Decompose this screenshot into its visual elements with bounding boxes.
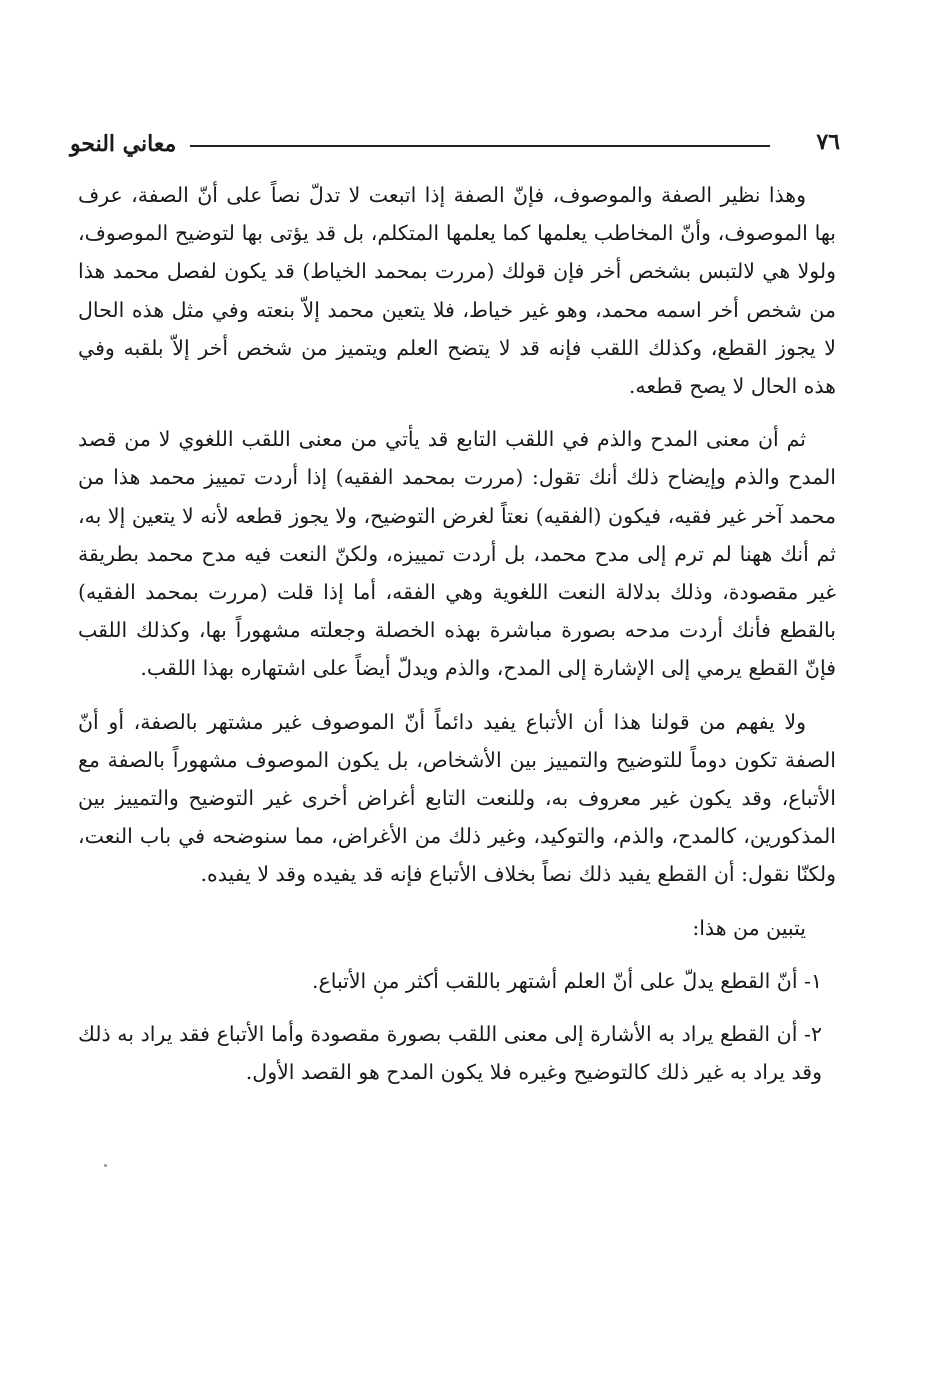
scan-speck	[380, 996, 383, 999]
scan-speck	[104, 1164, 107, 1167]
paragraph-intro-list: يتبين من هذا:	[692, 915, 806, 940]
header-rule	[190, 145, 770, 147]
paragraph-2: ثم أن معنى المدح والذم في اللقب التابع قد يأتي من معنى اللقب اللغوي لا من قصد المدح والذم وإيضاح ذلك أنك تقول: (مررت بمحمد الفقيه) إذا أردت تمييز محمد هذا من محمد آخر غير فقيه، فيكون (الفقيه) نعتاً لغرض التوضيح، ولا يجوز قطعه لأنه لا يتعين إلا به، ثم أنك ههنا لم ترم إلى مدح محمد، بل أردت تمييزه، ولكنّ النعت فيه مدح محمد بطريقة غير مقصودة، وذلك بدلالة النعت اللغوية وهي الفقه، أما إذا قلت (مررت بمحمد الفقيه) بالقطع فأنك أردت مدحه بصورة مباشرة بهذه الخصلة وجعلته مشهوراً بها، وكذلك اللقب فإنّ القطع يرمي إلى الإشارة إلى المدح، والذم ويدلّ أيضاً على اشتهاره بهذا اللقب.	[78, 427, 836, 681]
page-number: ٧٦	[816, 129, 840, 155]
book-title: معاني النحو	[70, 131, 177, 157]
paragraph-3: ولا يفهم من قولنا هذا أن الأتباع يفيد دائماً أنّ الموصوف غير مشتهر بالصفة، أو أنّ الصفة تكون دوماً للتوضيح والتمييز بين الأشخاص، بل يكون الموصوف مشهوراً بالصفة مع الأتباع، وقد يكون غير معروف به، وللنعت التابع أغراض أخرى غير التوضيح والتمييز بين المذكورين، كالمدح، والذم، والتوكيد، وغير ذلك من الأغراض، مما سنوضحه في باب النعت، ولكنّا نقول: أن القطع يفيد ذلك نصاً بخلاف الأتباع فإنه قد يفيده وقد لا يفيده.	[78, 709, 836, 887]
running-header	[70, 125, 840, 165]
page-body	[78, 176, 836, 1091]
list-item-1: ١- أنّ القطع يدلّ على أنّ العلم أشتهر باللقب أكثر من الأتباع.	[311, 968, 822, 993]
paragraph-1: وهذا نظير الصفة والموصوف، فإنّ الصفة إذا اتبعت لا تدلّ نصاً على أنّ الصفة، عرف بها الموصوف، وأنّ المخاطب يعلمها كما يعلمها المتكلم، بل قد يؤتى بها لتوضيح الموصوف، ولولا هي لالتبس بشخص أخر فإن قولك (مررت بمحمد الخياط) قد يكون لفصل محمد هذا من شخص أخر اسمه محمد، وهو غير خياط، فلا يتعين محمد إلاّ بنعته وفي مثل هذه الحال لا يجوز القطع، وكذلك اللقب فإنه قد لا يتضح العلم ويتميز من شخص أخر إلاّ بلقبه وفي هذه الحال لا يصح قطعه.	[78, 183, 836, 399]
list-item-2: ٢- أن القطع يراد به الأشارة إلى معنى اللقب بصورة مقصودة وأما الأتباع فقد يراد به ذلك وقد يراد به غير ذلك كالتوضيح وغيره فلا يكون المدح هو القصد الأول.	[78, 1022, 822, 1085]
